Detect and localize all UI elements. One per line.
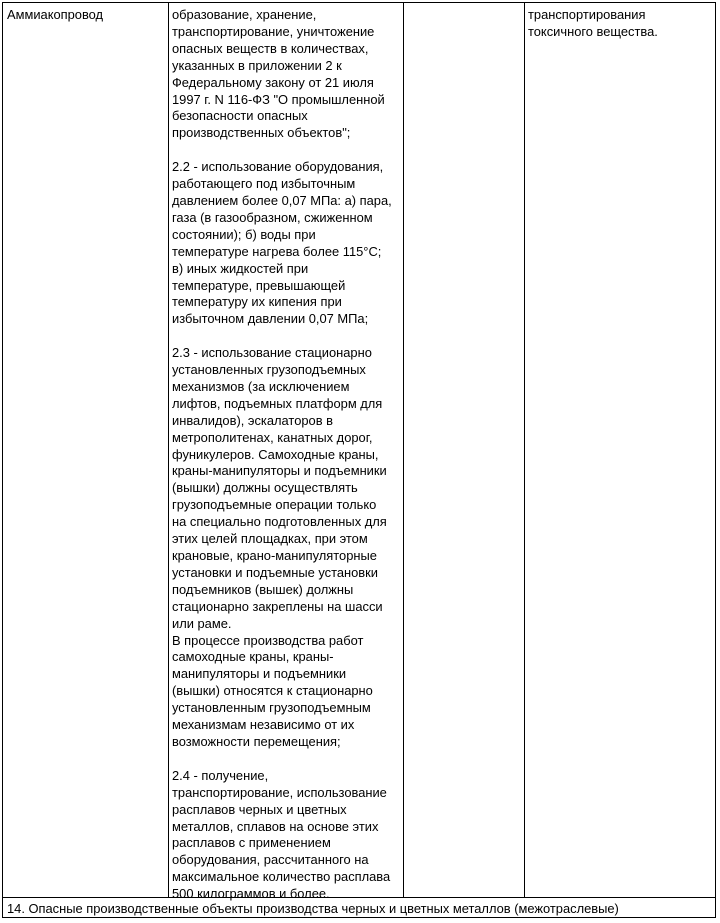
column-divider bbox=[168, 3, 169, 898]
column-divider bbox=[524, 3, 525, 898]
object-name-cell: Аммиакопровод bbox=[7, 7, 104, 22]
criteria-cell: образование, хранение, транспортирование, уничтожение опасных веществ в количествах, указанных в приложении 2 к Федеральному закону от 21 июля 1997 г. N 116-ФЗ "О промышленной безопасности опасных производственных объектов"; 2.2 - использование оборудования, работающего под избыточным давлением более 0,07 МПа: а) пара, газа (в газообразном, сжиженном состоянии); б) воды при температуре нагрева более 115°С; в) иных жидкостей при температуре, превышающей температуру их кипения при избыточном давлении 0,07 МПа; 2.3 - использование стационарно установленных грузоподъемных механизмов (за исключением лифтов, подъемных платформ для инвалидов), эскалаторов в метрополитенах, канатных дорог, фуникулеров. Самоходные краны, краны-манипуляторы и подъемники (вышки) должны осуществлять грузоподъемные операции только на специально подготовленных для этих целей площадках, при этом крановые, крано-манипуляторные установки и подъемные установки подъемников (вышек) должны стационарно закреплены на шасси или раме. В процессе производства работ самоходные краны, краны- манипуляторы и подъемники (вышки) относятся к стационарно установленным грузоподъемным механизмам независимо от их возможности перемещения; 2.4 - получение, транспортирование, использование расплавов черных и цветных металлов, сплавов на основе этих расплавов с применением оборудования, рассчитанного на максимальное количество расплава 500 килограммов и более. bbox=[172, 7, 392, 902]
hazard-table bbox=[2, 2, 716, 918]
note-cell: транспортирования токсичного вещества. bbox=[528, 7, 658, 39]
section-heading: 14. Опасные производственные объекты производства черных и цветных металлов (межотраслевые) bbox=[7, 901, 619, 916]
column-divider bbox=[403, 3, 404, 898]
